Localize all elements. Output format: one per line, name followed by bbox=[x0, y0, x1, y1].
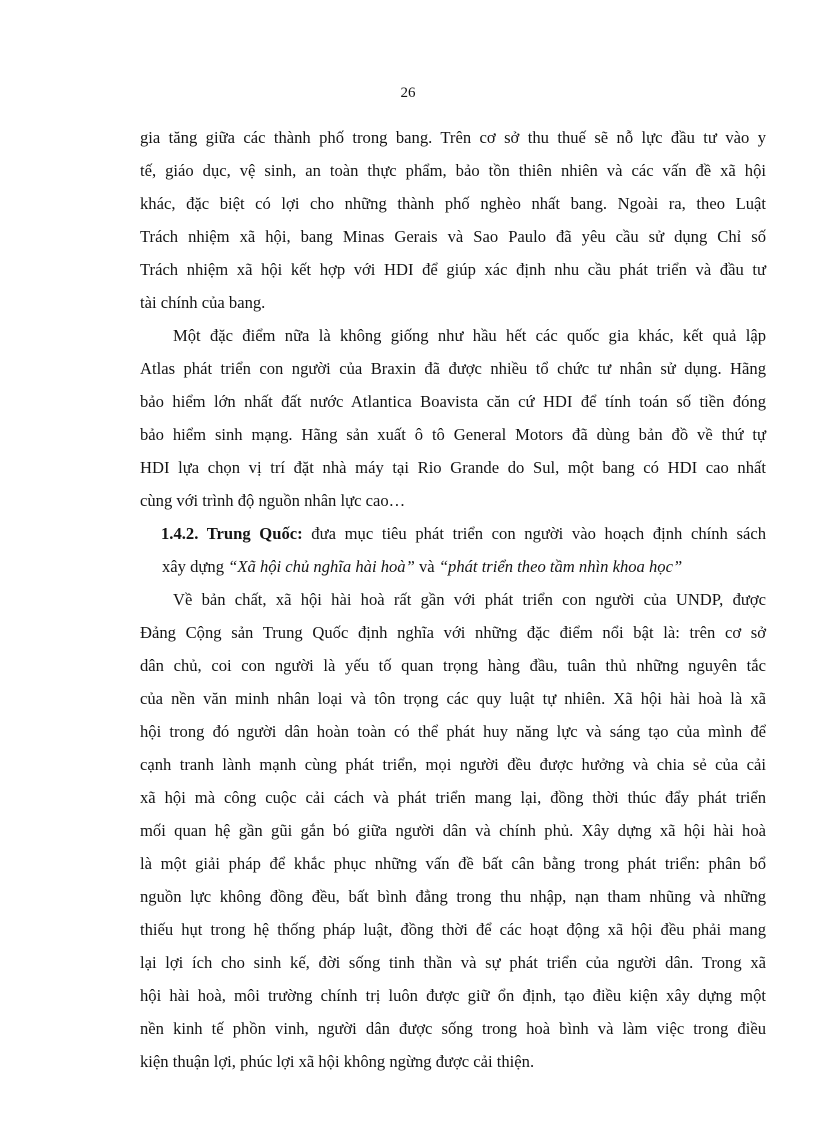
body-text-line: thiếu hụt trong hệ thống pháp luật, đồng thời để các hoạt động xã hội đều phải mang bbox=[140, 920, 766, 939]
section-heading-conjunction: và bbox=[414, 557, 439, 576]
body-text-line: nền kinh tế phồn vinh, người dân được sống trong hoà bình và làm việc trong điều bbox=[140, 1019, 766, 1038]
body-text-line: kiện thuận lợi, phúc lợi xã hội không ngừng được cải thiện. bbox=[140, 1052, 535, 1071]
body-text-line: Atlas phát triển con người của Braxin đã được nhiều tổ chức tư nhân sử dụng. Hãng bbox=[140, 359, 766, 378]
section-heading-quote-1: “Xã hội chủ nghĩa hài hoà” bbox=[228, 557, 415, 576]
body-text-line: Trách nhiệm xã hội, bang Minas Gerais và Sao Paulo đã yêu cầu sử dụng Chỉ số bbox=[140, 227, 766, 246]
body-text-line: hội hài hoà, môi trường chính trị luôn được giữ ổn định, tạo điều kiện xây dựng một bbox=[140, 986, 766, 1005]
body-text-line: lại lợi ích cho sinh kế, đời sống tinh thần và sự phát triển của người dân. Trong xã bbox=[140, 953, 766, 972]
body-text-line: xã hội mà công cuộc cải cách và phát triển mang lại, đồng thời thúc đẩy phát triển bbox=[140, 788, 766, 807]
body-text-line: Một đặc điểm nữa là không giống như hầu hết các quốc gia khác, kết quả lập bbox=[173, 326, 766, 345]
section-heading-number-title: 1.4.2. Trung Quốc: bbox=[161, 524, 303, 543]
section-heading-quote-2: “phát triển theo tầm nhìn khoa học” bbox=[438, 557, 683, 576]
body-text-line: bảo hiểm sinh mạng. Hãng sản xuất ô tô General Motors đã dùng bản đồ về thứ tự bbox=[140, 425, 766, 444]
section-heading bbox=[140, 524, 766, 544]
body-text-line: hội trong đó người dân hoàn toàn có thể phát huy năng lực và sáng tạo của mình để bbox=[140, 722, 766, 741]
body-text-line: gia tăng giữa các thành phố trong bang. Trên cơ sở thu thuế sẽ nỗ lực đầu tư vào y bbox=[140, 128, 766, 147]
body-text-line: Đảng Cộng sản Trung Quốc định nghĩa với những đặc điểm nổi bật là: trên cơ sở bbox=[140, 623, 766, 642]
section-heading-prefix: xây dựng bbox=[162, 557, 229, 576]
body-text-line: Trách nhiệm xã hội kết hợp với HDI để giúp xác định nhu cầu phát triển và đầu tư bbox=[140, 260, 766, 279]
body-text-line: cùng với trình độ nguồn nhân lực cao… bbox=[140, 491, 406, 510]
section-heading-text: đưa mục tiêu phát triển con người vào hoạch định chính sách bbox=[302, 524, 766, 543]
body-text-line: bảo hiểm lớn nhất đất nước Atlantica Boavista căn cứ HDI để tính toán số tiền đóng bbox=[140, 392, 766, 411]
body-text-line: của nền văn minh nhân loại và tôn trọng các quy luật tự nhiên. Xã hội hài hoà là xã bbox=[140, 689, 766, 708]
section-heading-continuation bbox=[162, 557, 766, 577]
body-text-line: nguồn lực không đồng đều, bất bình đẳng trong thu nhập, nạn tham nhũng và những bbox=[140, 887, 766, 906]
body-text-line: Về bản chất, xã hội hài hoà rất gần với phát triển con người của UNDP, được bbox=[173, 590, 766, 609]
page-number: 26 bbox=[400, 85, 416, 101]
body-text-line: khác, đặc biệt có lợi cho những thành phố nghèo nhất bang. Ngoài ra, theo Luật bbox=[140, 194, 766, 213]
body-text-line: tế, giáo dục, vệ sinh, an toàn thực phẩm, bảo tồn thiên nhiên và các vấn đề xã hội bbox=[140, 161, 766, 180]
body-text-line: mối quan hệ gần gũi gắn bó giữa người dân và chính phủ. Xây dựng xã hội hài hoà bbox=[140, 821, 766, 840]
body-text-line: HDI lựa chọn vị trí đặt nhà máy tại Rio Grande do Sul, một bang có HDI cao nhất bbox=[140, 458, 766, 477]
body-text-line: là một giải pháp để khắc phục những vấn đề bất cân bằng trong phát triển: phân bổ bbox=[140, 854, 766, 873]
body-text-line: tài chính của bang. bbox=[140, 293, 266, 312]
body-text-line: dân chủ, coi con người là yếu tố quan trọng hàng đầu, tuân thủ những nguyên tắc bbox=[140, 656, 766, 675]
body-text-line: cạnh tranh lành mạnh cùng phát triển, mọi người đều được hưởng và chia sẻ của cải bbox=[140, 755, 766, 774]
